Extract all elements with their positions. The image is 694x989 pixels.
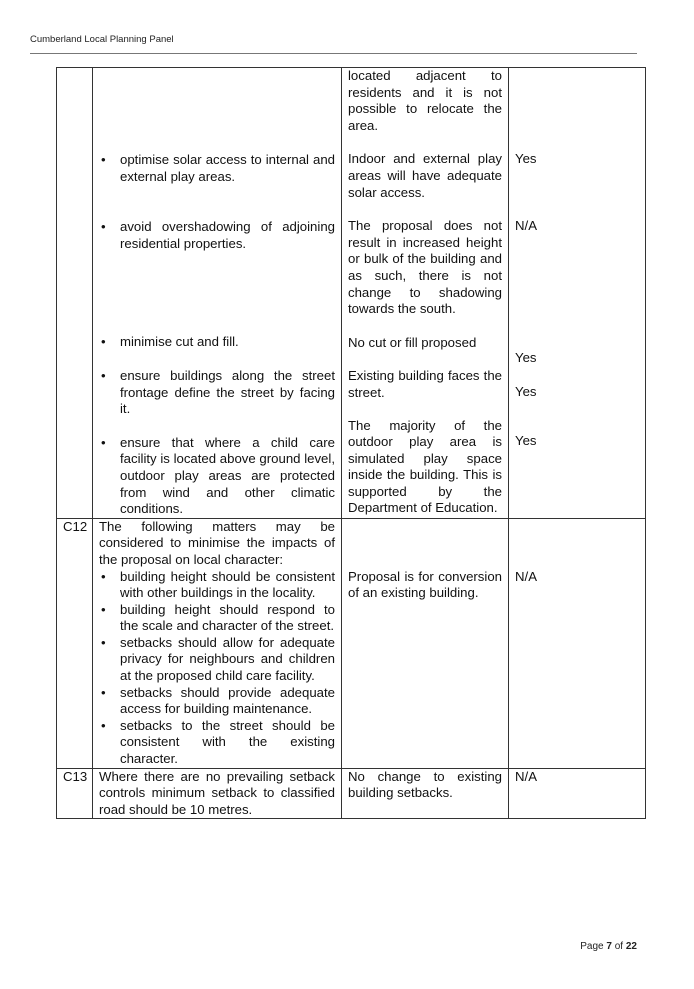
assessment-table [56,67,646,819]
list-item: • building height should respond to the scale and character of the street. [99,602,335,635]
table-row [57,768,646,819]
requirement-text: Where there are no prevailing setback controls minimum setback to classified road should be 10 metres. [99,768,335,817]
requirement-list [99,152,335,518]
response-text: Proposal is for conversion of an existing building. [348,568,502,601]
response-text: The proposal does not result in increased height or bulk of the building and as such, there is not change to shadowing towards the south. [348,218,502,317]
compliance-value: Yes [515,350,537,366]
code-cell [57,68,93,519]
page-footer [580,941,637,952]
response-text: The majority of the outdoor play area is simulated play space inside the building. This is supported by the Department of Education. [348,417,502,516]
compliance-value: Yes [515,151,537,166]
response-text: Existing building faces the street. [348,368,502,400]
list-item: • minimise cut and fill. [99,334,335,351]
list-item: • ensure buildings along the street frontage define the street by facing it. [99,368,335,418]
requirement-list [99,569,335,768]
list-item: • optimise solar access to internal and external play areas. [99,152,335,185]
compliance-value: Yes [515,383,537,399]
compliance-cell [509,518,646,768]
list-item: • building height should be consistent with other buildings in the locality. [99,569,335,602]
response-text: No change to existing building setbacks. [348,768,502,801]
page-total: 22 [625,941,637,952]
list-item: • setbacks should provide adequate access for building maintenance. [99,685,335,718]
response-cell [342,518,509,768]
requirement-cell [93,768,342,819]
response-cell [342,768,509,819]
table-row [57,518,646,768]
response-text: Indoor and external play areas will have adequate solar access. [348,151,502,200]
requirement-cell [93,68,342,519]
document-header: Cumberland Local Planning Panel [30,34,174,45]
table-row [57,68,646,519]
response-cell [342,68,509,519]
compliance-cell [509,68,646,519]
requirement-intro: The following matters may be considered to minimise the impacts of the proposal on local character: [99,518,335,567]
response-text: No cut or fill proposed [348,334,477,350]
code-cell: C13 [57,768,93,819]
list-item: • setbacks to the street should be consistent with the existing character. [99,718,335,768]
compliance-value: N/A [515,217,537,233]
of-label: of [614,941,624,952]
compliance-value: Yes [515,433,537,449]
list-item: • avoid overshadowing of adjoining residential properties. [99,219,335,252]
compliance-cell [509,768,646,819]
compliance-value: N/A [515,768,537,784]
code-cell: C12 [57,518,93,768]
list-item: • ensure that where a child care facility is located above ground level, outdoor play areas are protected from wind and other climatic conditions. [99,435,335,518]
page-number: 7 [606,941,612,952]
page-label: Page [580,941,604,952]
requirement-cell [93,518,342,768]
response-text: located adjacent to residents and it is not possible to relocate the area. [348,68,502,133]
header-divider [30,53,637,54]
compliance-value: N/A [515,568,537,584]
list-item: • setbacks should allow for adequate privacy for neighbours and children at the proposed child care facility. [99,635,335,685]
